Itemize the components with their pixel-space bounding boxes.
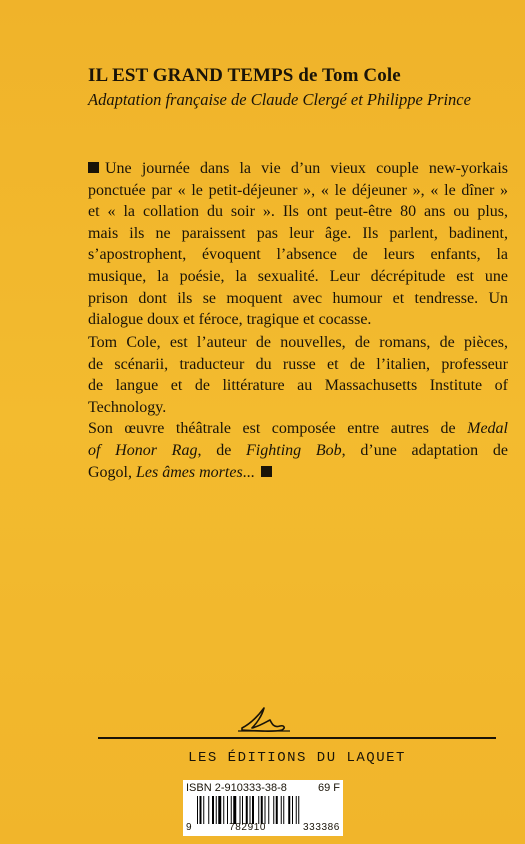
- barcode-digit-group: 9: [186, 822, 193, 833]
- work-title: Medal: [467, 420, 508, 438]
- work-title: Fighting Bob: [246, 441, 342, 459]
- author-line: Technology.: [88, 398, 167, 416]
- barcode-icon: [195, 796, 335, 824]
- isbn-number: ISBN 2-910333-38-8: [186, 782, 287, 794]
- work-title: of Honor Rag: [88, 441, 198, 459]
- square-bullet-icon: [88, 162, 99, 173]
- title-block: [88, 64, 508, 111]
- summary-line: s’apostrophent, évoquent l’absence de leurs enfants, la: [88, 246, 508, 264]
- title-author: de Tom Cole: [298, 65, 401, 86]
- works-line: of Honor Rag, de Fighting Bob, d’une adaptation de: [88, 441, 509, 459]
- barcode-digit-group: 333386: [303, 822, 340, 833]
- barcode-digit-group: 782910: [229, 822, 267, 833]
- author-paragraph: [88, 332, 508, 483]
- barcode-digits: [186, 822, 340, 833]
- works-line: Son œuvre théâtrale est composée entre autres de Medal: [88, 420, 508, 438]
- isbn-row: [186, 782, 340, 794]
- summary-line: prison dont ils se moquent avec humour et tendresse. Un: [88, 289, 508, 307]
- summary-line: musique, la poésie, la sexualité. Leur décrépitude est une: [88, 267, 508, 285]
- isbn-barcode-label: [183, 780, 343, 836]
- author-line: de langue et de littérature au Massachusetts Institute of: [88, 377, 508, 395]
- publisher-name: LES ÉDITIONS DU LAQUET: [188, 750, 406, 766]
- summary-line: et « la collation du soir ». Ils ont peut-être 80 ans ou plus,: [88, 203, 508, 221]
- price: 69 F: [317, 782, 340, 794]
- works-line: Gogol, Les âmes mortes...: [88, 462, 508, 484]
- publisher-logo-icon: [236, 704, 292, 734]
- book-title: [88, 64, 508, 88]
- title-main: IL EST GRAND TEMPS: [88, 65, 294, 86]
- square-end-icon: [261, 466, 272, 477]
- author-line: Tom Cole, est l’auteur de nouvelles, de romans, de pièces,: [88, 334, 508, 351]
- author-line: de scénarii, traducteur du russe et de l’italien, professeur: [88, 355, 508, 373]
- divider-rule: [98, 737, 496, 739]
- summary-line: mais ils ne paraissent pas leur âge. Ils parlent, badinent,: [88, 224, 508, 242]
- summary-line: Une journée dans la vie d’un vieux couple new-yorkais: [88, 158, 508, 180]
- work-title: Les âmes mortes: [136, 463, 243, 481]
- summary-line: ponctuée par « le petit-déjeuner », « le déjeuner », « le dîner »: [88, 181, 508, 199]
- summary-line: dialogue doux et féroce, tragique et cocasse.: [88, 311, 372, 329]
- adaptation-credit: Adaptation française de Claude Clergé et Philippe Prince: [88, 90, 471, 109]
- summary-paragraph: [88, 158, 508, 331]
